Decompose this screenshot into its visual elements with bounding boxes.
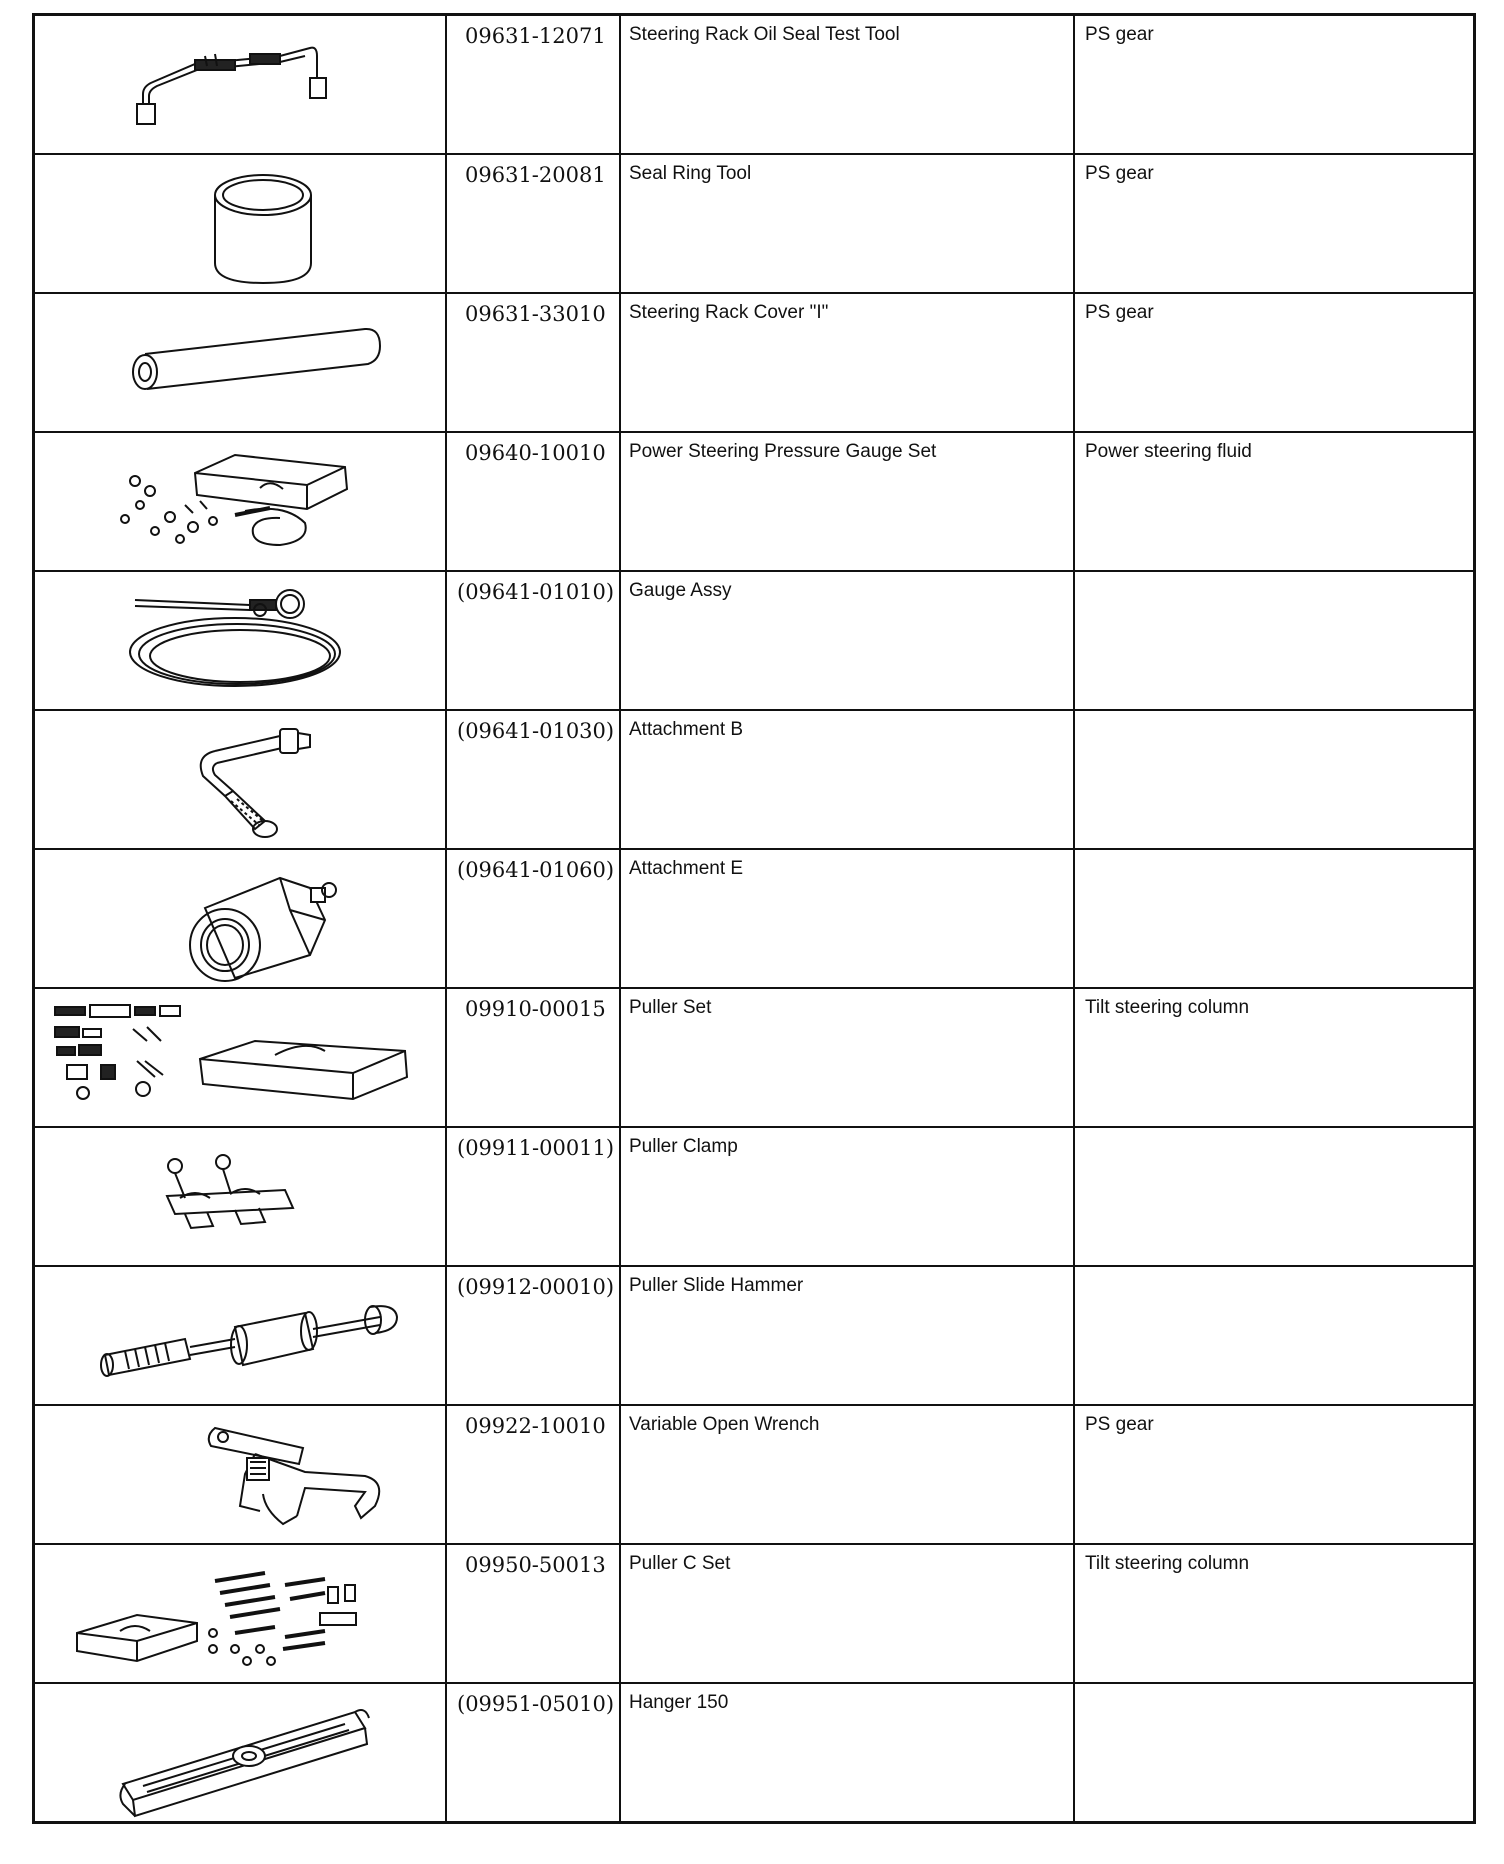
- table-row: [34, 1683, 1475, 1823]
- part-number: (09911-00011): [457, 1136, 615, 1160]
- tool-use: [1075, 850, 1473, 854]
- tool-name: Puller Clamp: [629, 1136, 738, 1157]
- part-number: (09641-01010): [457, 580, 615, 604]
- table-row: [34, 1405, 1475, 1544]
- tool-name: Power Steering Pressure Gauge Set: [629, 441, 937, 462]
- tool-illustration-cell: [34, 1127, 447, 1266]
- tool-use: Tilt steering column: [1085, 997, 1250, 1018]
- tool-name: Seal Ring Tool: [629, 163, 752, 184]
- tool-name: Variable Open Wrench: [629, 1414, 820, 1435]
- tool-name: Puller C Set: [629, 1553, 731, 1574]
- part-number: 09910-00015: [465, 997, 606, 1021]
- tool-use: Tilt steering column: [1085, 1553, 1250, 1574]
- table-row: [34, 432, 1475, 571]
- puller-c-set-icon: [35, 1545, 445, 1682]
- tool-use: PS gear: [1085, 163, 1154, 184]
- table-row: [34, 710, 1475, 849]
- part-number: (09641-01030): [457, 719, 615, 743]
- adjustable-wrench-icon: [35, 1406, 445, 1543]
- tool-name: Hanger 150: [629, 1692, 729, 1713]
- tool-illustration-cell: [34, 1683, 447, 1823]
- table-row: [34, 1544, 1475, 1683]
- tool-use: Power steering fluid: [1085, 441, 1252, 462]
- table-row: [34, 849, 1475, 988]
- part-number: 09950-50013: [465, 1553, 606, 1577]
- test-tube-line-icon: [35, 16, 445, 153]
- part-number: 09631-12071: [465, 24, 606, 48]
- tool-name: Attachment B: [629, 719, 744, 740]
- tool-illustration-cell: [34, 1405, 447, 1544]
- part-number: 09631-33010: [465, 302, 606, 326]
- tool-illustration-cell: [34, 432, 447, 571]
- bent-pipe-fitting-icon: [35, 711, 445, 848]
- table-row: [34, 154, 1475, 293]
- tool-name: Puller Slide Hammer: [629, 1275, 804, 1296]
- table-row: [34, 1266, 1475, 1405]
- gauge-set-case-icon: [35, 433, 445, 570]
- table-row: [34, 988, 1475, 1127]
- tool-use: [1075, 1267, 1473, 1271]
- tool-use: [1075, 1128, 1473, 1132]
- slide-hammer-icon: [35, 1267, 445, 1404]
- part-number: 09922-10010: [465, 1414, 606, 1438]
- tool-use: [1075, 572, 1473, 576]
- tool-name: Gauge Assy: [629, 580, 732, 601]
- puller-set-case-icon: [35, 989, 445, 1126]
- tool-use: PS gear: [1085, 302, 1154, 323]
- part-number: 09631-20081: [465, 163, 606, 187]
- rack-cover-icon: [35, 294, 445, 431]
- tool-illustration-cell: [34, 571, 447, 710]
- tool-use: [1075, 711, 1473, 715]
- tool-illustration-cell: [34, 1266, 447, 1405]
- part-number: (09912-00010): [457, 1275, 615, 1299]
- tool-name: Attachment E: [629, 858, 744, 879]
- part-number: (09641-01060): [457, 858, 615, 882]
- table-row: [34, 571, 1475, 710]
- tool-illustration-cell: [34, 293, 447, 432]
- tool-use: PS gear: [1085, 24, 1154, 45]
- puller-clamp-icon: [35, 1128, 445, 1265]
- tool-illustration-cell: [34, 710, 447, 849]
- table-row: [34, 15, 1475, 155]
- tool-illustration-cell: [34, 15, 447, 155]
- tool-use: [1075, 1684, 1473, 1688]
- tool-illustration-cell: [34, 849, 447, 988]
- tool-name: Steering Rack Cover "I": [629, 302, 829, 323]
- tool-illustration-cell: [34, 1544, 447, 1683]
- part-number: (09951-05010): [457, 1692, 615, 1716]
- hanger-bar-icon: [35, 1684, 445, 1821]
- hex-adapter-icon: [35, 850, 445, 987]
- special-tools-table: [32, 13, 1476, 1824]
- tool-name: Steering Rack Oil Seal Test Tool: [629, 24, 900, 45]
- seal-ring-icon: [35, 155, 445, 292]
- tool-illustration-cell: [34, 154, 447, 293]
- gauge-hose-icon: [35, 572, 445, 709]
- table-row: [34, 1127, 1475, 1266]
- tool-name: Puller Set: [629, 997, 712, 1018]
- tool-use: PS gear: [1085, 1414, 1154, 1435]
- part-number: 09640-10010: [465, 441, 606, 465]
- tool-illustration-cell: [34, 988, 447, 1127]
- table-row: [34, 293, 1475, 432]
